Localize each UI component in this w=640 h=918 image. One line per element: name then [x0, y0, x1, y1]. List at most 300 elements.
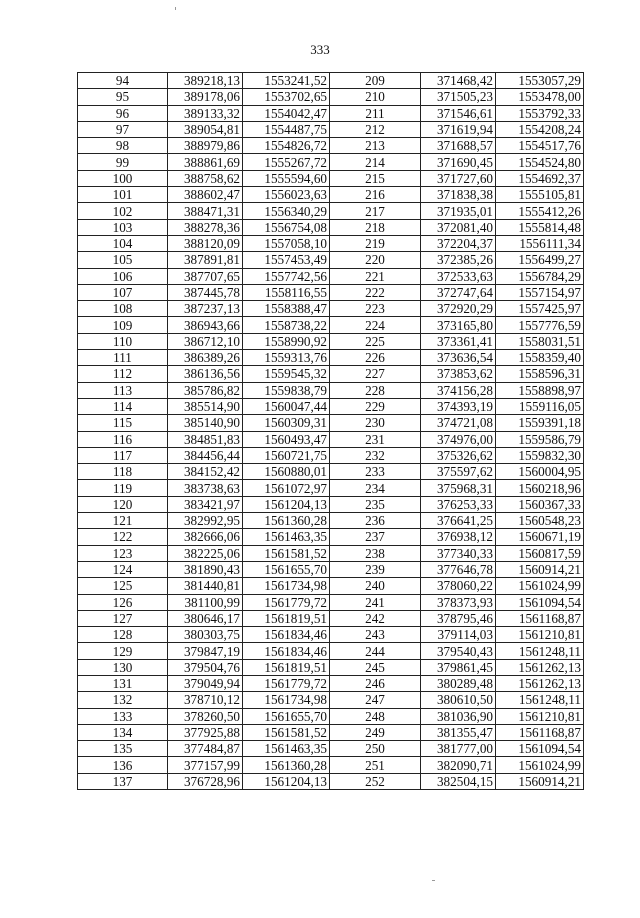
y-coordinate-cell: 1558898,97: [496, 382, 584, 398]
point-number-cell: 127: [78, 610, 168, 626]
y-coordinate-cell: 1561734,98: [243, 692, 330, 708]
point-number-cell: 133: [78, 708, 168, 724]
y-coordinate-cell: 1555267,72: [243, 154, 330, 170]
x-coordinate-cell: 374721,08: [421, 415, 496, 431]
y-coordinate-cell: 1555412,26: [496, 203, 584, 219]
y-coordinate-cell: 1561204,13: [243, 773, 330, 789]
x-coordinate-cell: 379049,94: [168, 675, 243, 691]
point-number-cell: 131: [78, 675, 168, 691]
point-number-cell: 234: [330, 480, 421, 496]
x-coordinate-cell: 374393,19: [421, 398, 496, 414]
point-number-cell: 220: [330, 252, 421, 268]
x-coordinate-cell: 388120,09: [168, 235, 243, 251]
point-number-cell: 137: [78, 773, 168, 789]
y-coordinate-cell: 1561024,99: [496, 578, 584, 594]
table-row: [78, 121, 584, 137]
x-coordinate-cell: 386712,10: [168, 333, 243, 349]
coordinates-table: [77, 72, 584, 790]
x-coordinate-cell: 385786,82: [168, 382, 243, 398]
point-number-cell: 236: [330, 513, 421, 529]
x-coordinate-cell: 371727,60: [421, 170, 496, 186]
table-row: [78, 757, 584, 773]
y-coordinate-cell: 1556340,29: [243, 203, 330, 219]
point-number-cell: 223: [330, 301, 421, 317]
y-coordinate-cell: 1558990,92: [243, 333, 330, 349]
y-coordinate-cell: 1557154,97: [496, 284, 584, 300]
y-coordinate-cell: 1556754,08: [243, 219, 330, 235]
table-row: [78, 284, 584, 300]
x-coordinate-cell: 375597,62: [421, 464, 496, 480]
y-coordinate-cell: 1560817,59: [496, 545, 584, 561]
table-row: [78, 138, 584, 154]
point-number-cell: 106: [78, 268, 168, 284]
x-coordinate-cell: 372920,29: [421, 301, 496, 317]
x-coordinate-cell: 387237,13: [168, 301, 243, 317]
point-number-cell: 120: [78, 496, 168, 512]
point-number-cell: 103: [78, 219, 168, 235]
x-coordinate-cell: 377484,87: [168, 741, 243, 757]
point-number-cell: 119: [78, 480, 168, 496]
y-coordinate-cell: 1555594,60: [243, 170, 330, 186]
point-number-cell: 117: [78, 447, 168, 463]
y-coordinate-cell: 1561248,11: [496, 692, 584, 708]
x-coordinate-cell: 376641,25: [421, 513, 496, 529]
table-row: [78, 447, 584, 463]
y-coordinate-cell: 1560914,21: [496, 773, 584, 789]
x-coordinate-cell: 389218,13: [168, 73, 243, 89]
x-coordinate-cell: 371619,94: [421, 121, 496, 137]
x-coordinate-cell: 381355,47: [421, 724, 496, 740]
y-coordinate-cell: 1557453,49: [243, 252, 330, 268]
point-number-cell: 99: [78, 154, 168, 170]
x-coordinate-cell: 381036,90: [421, 708, 496, 724]
point-number-cell: 240: [330, 578, 421, 594]
point-number-cell: 247: [330, 692, 421, 708]
x-coordinate-cell: 373361,41: [421, 333, 496, 349]
point-number-cell: 114: [78, 398, 168, 414]
y-coordinate-cell: 1561819,51: [243, 610, 330, 626]
y-coordinate-cell: 1555814,48: [496, 219, 584, 235]
point-number-cell: 132: [78, 692, 168, 708]
point-number-cell: 102: [78, 203, 168, 219]
table-row: [78, 594, 584, 610]
y-coordinate-cell: 1561734,98: [243, 578, 330, 594]
point-number-cell: 100: [78, 170, 168, 186]
table-row: [78, 187, 584, 203]
x-coordinate-cell: 373853,62: [421, 366, 496, 382]
x-coordinate-cell: 384851,83: [168, 431, 243, 447]
point-number-cell: 105: [78, 252, 168, 268]
y-coordinate-cell: 1554826,72: [243, 138, 330, 154]
x-coordinate-cell: 384456,44: [168, 447, 243, 463]
point-number-cell: 210: [330, 89, 421, 105]
point-number-cell: 217: [330, 203, 421, 219]
point-number-cell: 109: [78, 317, 168, 333]
table-row: [78, 496, 584, 512]
y-coordinate-cell: 1561210,81: [496, 627, 584, 643]
table-row: [78, 675, 584, 691]
x-coordinate-cell: 385514,90: [168, 398, 243, 414]
x-coordinate-cell: 389054,81: [168, 121, 243, 137]
x-coordinate-cell: 374156,28: [421, 382, 496, 398]
point-number-cell: 118: [78, 464, 168, 480]
y-coordinate-cell: 1561360,28: [243, 513, 330, 529]
y-coordinate-cell: 1561581,52: [243, 545, 330, 561]
x-coordinate-cell: 384152,42: [168, 464, 243, 480]
y-coordinate-cell: 1558359,40: [496, 350, 584, 366]
x-coordinate-cell: 386136,56: [168, 366, 243, 382]
point-number-cell: 107: [78, 284, 168, 300]
x-coordinate-cell: 375326,62: [421, 447, 496, 463]
x-coordinate-cell: 371690,45: [421, 154, 496, 170]
x-coordinate-cell: 386389,26: [168, 350, 243, 366]
x-coordinate-cell: 383421,97: [168, 496, 243, 512]
table-row: [78, 301, 584, 317]
x-coordinate-cell: 371688,57: [421, 138, 496, 154]
table-row: [78, 252, 584, 268]
x-coordinate-cell: 371468,42: [421, 73, 496, 89]
table-row: [78, 659, 584, 675]
point-number-cell: 135: [78, 741, 168, 757]
scan-speck: [175, 7, 176, 10]
y-coordinate-cell: 1558738,22: [243, 317, 330, 333]
x-coordinate-cell: 376728,96: [168, 773, 243, 789]
x-coordinate-cell: 378260,50: [168, 708, 243, 724]
y-coordinate-cell: 1554042,47: [243, 105, 330, 121]
y-coordinate-cell: 1561210,81: [496, 708, 584, 724]
x-coordinate-cell: 374976,00: [421, 431, 496, 447]
x-coordinate-cell: 381440,81: [168, 578, 243, 594]
table-row: [78, 431, 584, 447]
point-number-cell: 246: [330, 675, 421, 691]
x-coordinate-cell: 388471,31: [168, 203, 243, 219]
y-coordinate-cell: 1555105,81: [496, 187, 584, 203]
y-coordinate-cell: 1561581,52: [243, 724, 330, 740]
y-coordinate-cell: 1560367,33: [496, 496, 584, 512]
y-coordinate-cell: 1560914,21: [496, 561, 584, 577]
point-number-cell: 222: [330, 284, 421, 300]
point-number-cell: 108: [78, 301, 168, 317]
table-row: [78, 692, 584, 708]
y-coordinate-cell: 1559832,30: [496, 447, 584, 463]
table-row: [78, 724, 584, 740]
table-row: [78, 480, 584, 496]
y-coordinate-cell: 1561834,46: [243, 643, 330, 659]
y-coordinate-cell: 1553792,33: [496, 105, 584, 121]
table-row: [78, 203, 584, 219]
y-coordinate-cell: 1561248,11: [496, 643, 584, 659]
point-number-cell: 251: [330, 757, 421, 773]
table-row: [78, 708, 584, 724]
y-coordinate-cell: 1560309,31: [243, 415, 330, 431]
y-coordinate-cell: 1554487,75: [243, 121, 330, 137]
x-coordinate-cell: 381777,00: [421, 741, 496, 757]
y-coordinate-cell: 1559313,76: [243, 350, 330, 366]
x-coordinate-cell: 378060,22: [421, 578, 496, 594]
x-coordinate-cell: 379540,43: [421, 643, 496, 659]
table-row: [78, 741, 584, 757]
point-number-cell: 242: [330, 610, 421, 626]
point-number-cell: 249: [330, 724, 421, 740]
x-coordinate-cell: 382992,95: [168, 513, 243, 529]
x-coordinate-cell: 388861,69: [168, 154, 243, 170]
y-coordinate-cell: 1561834,46: [243, 627, 330, 643]
point-number-cell: 229: [330, 398, 421, 414]
x-coordinate-cell: 372204,37: [421, 235, 496, 251]
y-coordinate-cell: 1558596,31: [496, 366, 584, 382]
table-row: [78, 643, 584, 659]
point-number-cell: 111: [78, 350, 168, 366]
y-coordinate-cell: 1561655,70: [243, 561, 330, 577]
y-coordinate-cell: 1561779,72: [243, 594, 330, 610]
point-number-cell: 97: [78, 121, 168, 137]
x-coordinate-cell: 382666,06: [168, 529, 243, 545]
x-coordinate-cell: 372533,63: [421, 268, 496, 284]
y-coordinate-cell: 1557425,97: [496, 301, 584, 317]
point-number-cell: 129: [78, 643, 168, 659]
y-coordinate-cell: 1560004,95: [496, 464, 584, 480]
point-number-cell: 113: [78, 382, 168, 398]
x-coordinate-cell: 380610,50: [421, 692, 496, 708]
y-coordinate-cell: 1557058,10: [243, 235, 330, 251]
table-row: [78, 219, 584, 235]
x-coordinate-cell: 381890,43: [168, 561, 243, 577]
x-coordinate-cell: 371935,01: [421, 203, 496, 219]
y-coordinate-cell: 1559391,18: [496, 415, 584, 431]
y-coordinate-cell: 1556111,34: [496, 235, 584, 251]
x-coordinate-cell: 378795,46: [421, 610, 496, 626]
point-number-cell: 101: [78, 187, 168, 203]
point-number-cell: 124: [78, 561, 168, 577]
table-row: [78, 268, 584, 284]
point-number-cell: 134: [78, 724, 168, 740]
y-coordinate-cell: 1556023,63: [243, 187, 330, 203]
point-number-cell: 237: [330, 529, 421, 545]
x-coordinate-cell: 382225,06: [168, 545, 243, 561]
x-coordinate-cell: 379504,76: [168, 659, 243, 675]
x-coordinate-cell: 388602,47: [168, 187, 243, 203]
y-coordinate-cell: 1558031,51: [496, 333, 584, 349]
y-coordinate-cell: 1561463,35: [243, 741, 330, 757]
x-coordinate-cell: 379114,03: [421, 627, 496, 643]
y-coordinate-cell: 1561204,13: [243, 496, 330, 512]
y-coordinate-cell: 1559545,32: [243, 366, 330, 382]
y-coordinate-cell: 1553057,29: [496, 73, 584, 89]
x-coordinate-cell: 375968,31: [421, 480, 496, 496]
point-number-cell: 96: [78, 105, 168, 121]
y-coordinate-cell: 1561168,87: [496, 724, 584, 740]
x-coordinate-cell: 379847,19: [168, 643, 243, 659]
point-number-cell: 252: [330, 773, 421, 789]
x-coordinate-cell: 380646,17: [168, 610, 243, 626]
table-row: [78, 73, 584, 89]
x-coordinate-cell: 382504,15: [421, 773, 496, 789]
point-number-cell: 215: [330, 170, 421, 186]
y-coordinate-cell: 1553478,00: [496, 89, 584, 105]
point-number-cell: 125: [78, 578, 168, 594]
point-number-cell: 115: [78, 415, 168, 431]
point-number-cell: 130: [78, 659, 168, 675]
point-number-cell: 250: [330, 741, 421, 757]
table-row: [78, 627, 584, 643]
point-number-cell: 231: [330, 431, 421, 447]
table-row: [78, 398, 584, 414]
y-coordinate-cell: 1559838,79: [243, 382, 330, 398]
y-coordinate-cell: 1559586,79: [496, 431, 584, 447]
point-number-cell: 211: [330, 105, 421, 121]
y-coordinate-cell: 1561463,35: [243, 529, 330, 545]
point-number-cell: 116: [78, 431, 168, 447]
point-number-cell: 126: [78, 594, 168, 610]
x-coordinate-cell: 373636,54: [421, 350, 496, 366]
table-row: [78, 578, 584, 594]
point-number-cell: 238: [330, 545, 421, 561]
point-number-cell: 221: [330, 268, 421, 284]
y-coordinate-cell: 1554524,80: [496, 154, 584, 170]
x-coordinate-cell: 378710,12: [168, 692, 243, 708]
point-number-cell: 228: [330, 382, 421, 398]
point-number-cell: 98: [78, 138, 168, 154]
x-coordinate-cell: 387891,81: [168, 252, 243, 268]
point-number-cell: 243: [330, 627, 421, 643]
y-coordinate-cell: 1561024,99: [496, 757, 584, 773]
y-coordinate-cell: 1553702,65: [243, 89, 330, 105]
point-number-cell: 241: [330, 594, 421, 610]
point-number-cell: 232: [330, 447, 421, 463]
table-row: [78, 415, 584, 431]
x-coordinate-cell: 382090,71: [421, 757, 496, 773]
table-row: [78, 610, 584, 626]
y-coordinate-cell: 1560218,96: [496, 480, 584, 496]
page-number: 333: [310, 42, 330, 57]
table-row: [78, 317, 584, 333]
x-coordinate-cell: 379861,45: [421, 659, 496, 675]
point-number-cell: 122: [78, 529, 168, 545]
x-coordinate-cell: 387707,65: [168, 268, 243, 284]
x-coordinate-cell: 380303,75: [168, 627, 243, 643]
table-row: [78, 513, 584, 529]
y-coordinate-cell: 1554208,24: [496, 121, 584, 137]
point-number-cell: 213: [330, 138, 421, 154]
x-coordinate-cell: 372747,64: [421, 284, 496, 300]
table-row: [78, 235, 584, 251]
x-coordinate-cell: 371838,38: [421, 187, 496, 203]
table-row: [78, 333, 584, 349]
y-coordinate-cell: 1554517,76: [496, 138, 584, 154]
table-row: [78, 545, 584, 561]
y-coordinate-cell: 1560880,01: [243, 464, 330, 480]
y-coordinate-cell: 1557742,56: [243, 268, 330, 284]
point-number-cell: 121: [78, 513, 168, 529]
point-number-cell: 227: [330, 366, 421, 382]
y-coordinate-cell: 1561262,13: [496, 659, 584, 675]
y-coordinate-cell: 1561094,54: [496, 741, 584, 757]
y-coordinate-cell: 1560493,47: [243, 431, 330, 447]
table-row: [78, 561, 584, 577]
point-number-cell: 209: [330, 73, 421, 89]
x-coordinate-cell: 386943,66: [168, 317, 243, 333]
point-number-cell: 219: [330, 235, 421, 251]
point-number-cell: 230: [330, 415, 421, 431]
table-row: [78, 89, 584, 105]
point-number-cell: 235: [330, 496, 421, 512]
x-coordinate-cell: 373165,80: [421, 317, 496, 333]
point-number-cell: 136: [78, 757, 168, 773]
table-row: [78, 154, 584, 170]
y-coordinate-cell: 1553241,52: [243, 73, 330, 89]
table-row: [78, 366, 584, 382]
point-number-cell: 225: [330, 333, 421, 349]
y-coordinate-cell: 1560721,75: [243, 447, 330, 463]
table-row: [78, 529, 584, 545]
y-coordinate-cell: 1561779,72: [243, 675, 330, 691]
table-row: [78, 105, 584, 121]
y-coordinate-cell: 1560047,44: [243, 398, 330, 414]
point-number-cell: 110: [78, 333, 168, 349]
scan-speck: [432, 880, 435, 881]
y-coordinate-cell: 1554692,37: [496, 170, 584, 186]
y-coordinate-cell: 1558388,47: [243, 301, 330, 317]
y-coordinate-cell: 1558116,55: [243, 284, 330, 300]
x-coordinate-cell: 388278,36: [168, 219, 243, 235]
point-number-cell: 245: [330, 659, 421, 675]
table-row: [78, 773, 584, 789]
y-coordinate-cell: 1561360,28: [243, 757, 330, 773]
y-coordinate-cell: 1561655,70: [243, 708, 330, 724]
table-row: [78, 464, 584, 480]
table-row: [78, 382, 584, 398]
x-coordinate-cell: 388979,86: [168, 138, 243, 154]
x-coordinate-cell: 385140,90: [168, 415, 243, 431]
x-coordinate-cell: 388758,62: [168, 170, 243, 186]
point-number-cell: 128: [78, 627, 168, 643]
point-number-cell: 123: [78, 545, 168, 561]
y-coordinate-cell: 1560548,23: [496, 513, 584, 529]
point-number-cell: 112: [78, 366, 168, 382]
point-number-cell: 214: [330, 154, 421, 170]
x-coordinate-cell: 378373,93: [421, 594, 496, 610]
point-number-cell: 233: [330, 464, 421, 480]
x-coordinate-cell: 372081,40: [421, 219, 496, 235]
point-number-cell: 218: [330, 219, 421, 235]
table-row: [78, 350, 584, 366]
point-number-cell: 95: [78, 89, 168, 105]
y-coordinate-cell: 1559116,05: [496, 398, 584, 414]
x-coordinate-cell: 389133,32: [168, 105, 243, 121]
point-number-cell: 104: [78, 235, 168, 251]
x-coordinate-cell: 377646,78: [421, 561, 496, 577]
y-coordinate-cell: 1556499,27: [496, 252, 584, 268]
x-coordinate-cell: 377340,33: [421, 545, 496, 561]
x-coordinate-cell: 371505,23: [421, 89, 496, 105]
x-coordinate-cell: 377157,99: [168, 757, 243, 773]
y-coordinate-cell: 1561819,51: [243, 659, 330, 675]
y-coordinate-cell: 1560671,19: [496, 529, 584, 545]
table-row: [78, 170, 584, 186]
point-number-cell: 212: [330, 121, 421, 137]
point-number-cell: 239: [330, 561, 421, 577]
point-number-cell: 248: [330, 708, 421, 724]
y-coordinate-cell: 1561168,87: [496, 610, 584, 626]
x-coordinate-cell: 371546,61: [421, 105, 496, 121]
x-coordinate-cell: 381100,99: [168, 594, 243, 610]
x-coordinate-cell: 389178,06: [168, 89, 243, 105]
y-coordinate-cell: 1561094,54: [496, 594, 584, 610]
x-coordinate-cell: 383738,63: [168, 480, 243, 496]
y-coordinate-cell: 1561262,13: [496, 675, 584, 691]
point-number-cell: 244: [330, 643, 421, 659]
x-coordinate-cell: 376253,33: [421, 496, 496, 512]
